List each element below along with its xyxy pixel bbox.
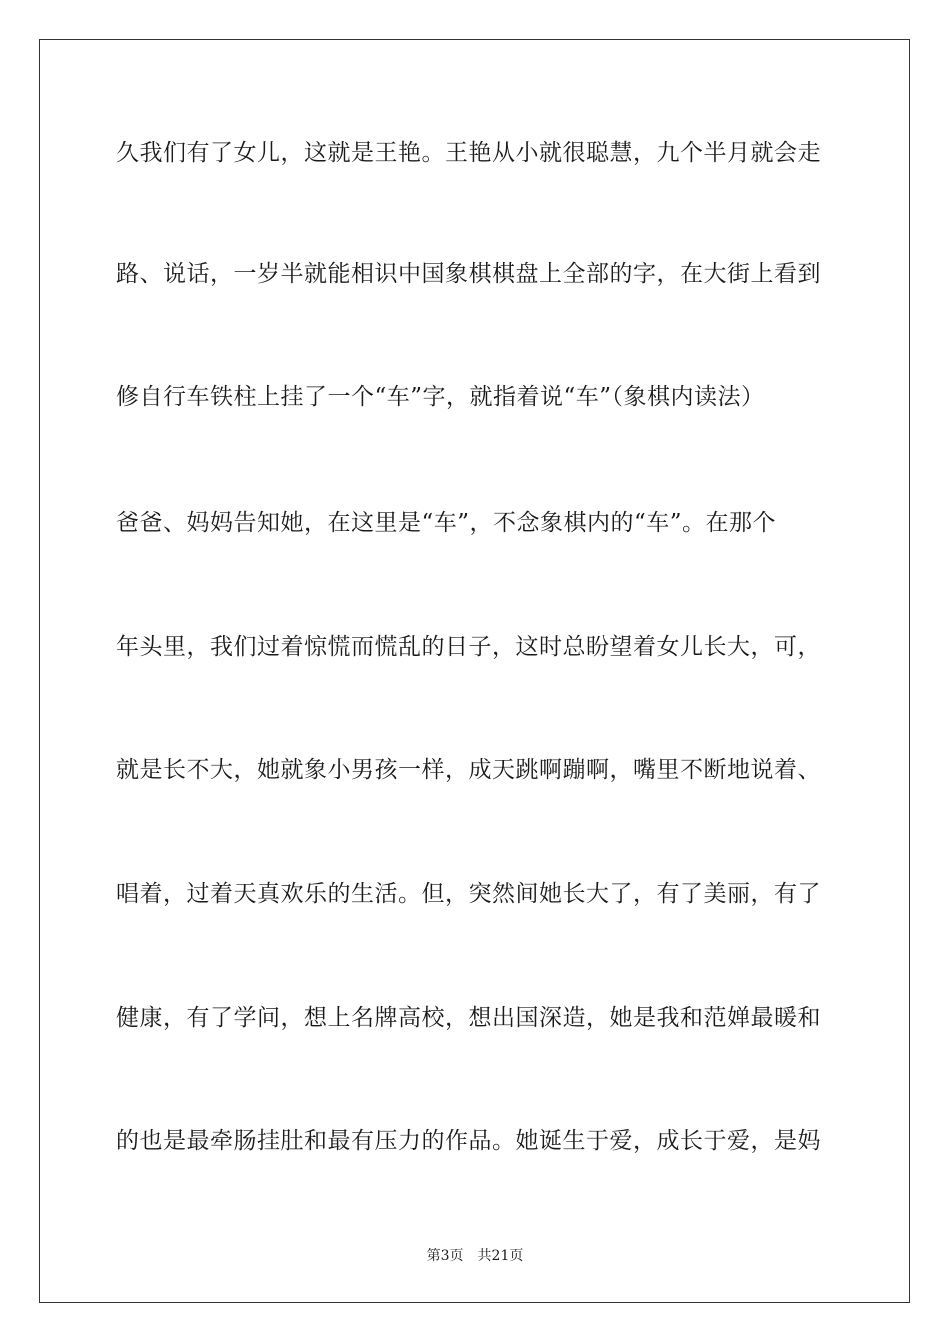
- paragraph-line-2: 路、说话，一岁半就能相识中国象棋棋盘上全部的字，在大街上看到: [116, 261, 821, 287]
- paragraph-line-4: 爸爸、妈妈告知她，在这里是“车”，不念象棋内的“车”。在那个: [116, 510, 777, 536]
- paragraph-line-1: 久我们有了女儿，这就是王艳。王艳从小就很聪慧，九个半月就会走: [116, 140, 821, 166]
- paragraph-line-5: 年头里，我们过着惊慌而慌乱的日子，这时总盼望着女儿长大，可，: [116, 634, 821, 660]
- page-number: 第3页: [426, 1248, 464, 1264]
- paragraph-line-8: 健康，有了学问，想上名牌高校，想出国深造，她是我和范婵最暖和: [116, 1005, 821, 1031]
- page-border: [39, 39, 910, 1303]
- paragraph-line-6: 就是长不大，她就象小男孩一样，成天跳啊蹦啊，嘴里不断地说着、: [116, 757, 821, 783]
- page-footer: [0, 1247, 950, 1265]
- paragraph-line-9: 的也是最牵肠挂肚和最有压力的作品。她诞生于爱，成长于爱，是妈: [116, 1128, 821, 1154]
- page-total: 共21页: [477, 1248, 524, 1264]
- paragraph-line-7: 唱着，过着天真欢乐的生活。但，突然间她长大了，有了美丽，有了: [116, 881, 821, 907]
- paragraph-line-3: 修自行车铁柱上挂了一个“车”字，就指着说“车”（象棋内读法）: [116, 384, 765, 410]
